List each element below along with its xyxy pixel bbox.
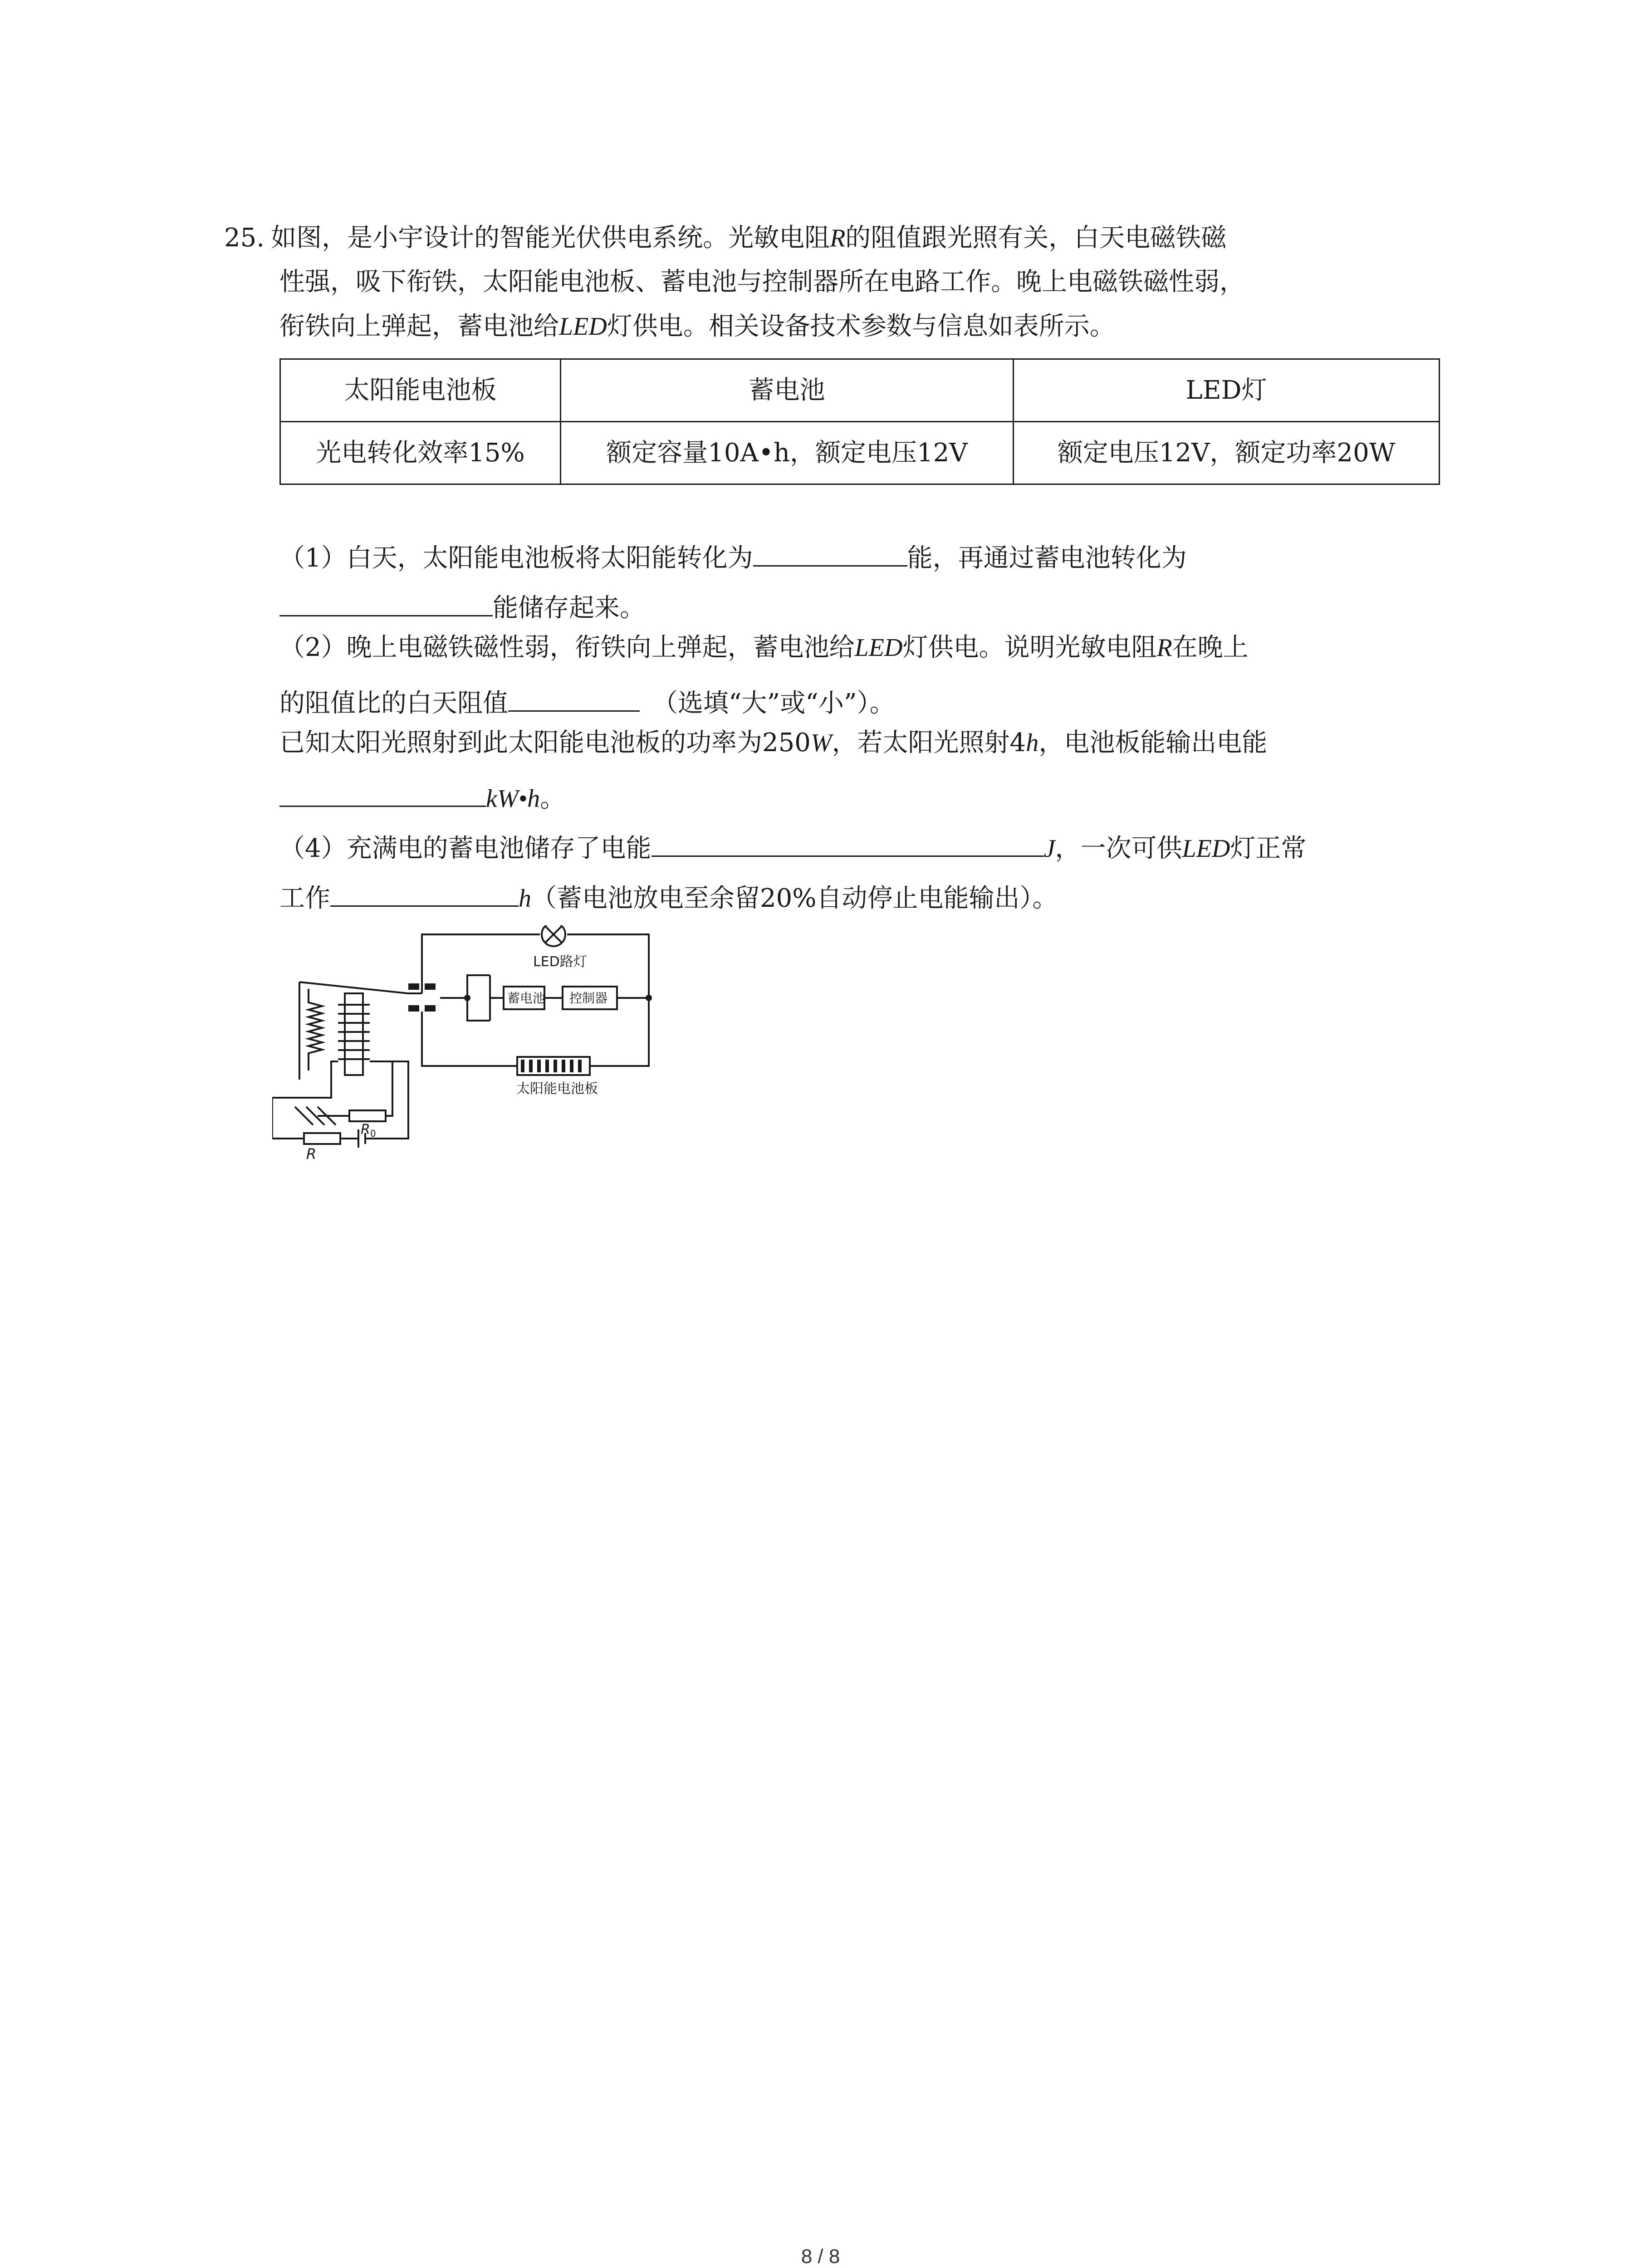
part-1-line-1: （1）白天，太阳能电池板将太阳能转化为 能，再通过蓄电池转化为 [279,540,1187,571]
table-row [280,422,1440,484]
question-line-1: 25. 如图，是小宇设计的智能光伏供电系统。光敏电阻R的阻值跟光照有关，白天电磁铁磁 [224,223,1227,253]
part-1-line-2: 能储存起来。 [279,590,645,621]
wire [365,1061,408,1139]
table-cell-battery: 额定容量10A•h，额定电压12V [561,422,1014,484]
contact-upper [408,983,419,990]
table-header-led: LED灯 [1014,359,1440,422]
battery-label: 蓄电池 [507,991,546,1006]
solar-panel-label: 太阳能电池板 [516,1081,598,1097]
junction-dot [464,995,470,1001]
table-header-battery: 蓄电池 [561,359,1014,422]
wire [440,975,490,998]
photoresistor [304,1133,340,1144]
solar-cells [521,1060,582,1072]
r-label: R [306,1145,317,1161]
coil [338,1005,370,1059]
wire [370,1061,392,1116]
part-4-line-1: （4）充满电的蓄电池储存了电能 J，一次可供LED灯正常 [279,830,1306,861]
table-header-solar: 太阳能电池板 [280,359,561,422]
part-3-line-2: kW•h。 [279,780,565,811]
answer-blank-5[interactable] [652,830,1044,857]
led-lamp-icon [542,925,565,946]
r0-label: $R_0$ [361,1122,376,1139]
armature [299,982,408,993]
controller-label: 控制器 [569,991,608,1006]
wire [272,1061,338,1139]
question-line-2: 性强，吸下衔铁，太阳能电池板、蓄电池与控制器所在电路工作。晚上电磁铁磁性弱， [279,267,1245,297]
answer-blank-6[interactable] [330,880,519,907]
table-cell-solar: 光电转化效率15% [280,422,561,484]
wire [422,934,540,993]
led-lamp-label: LED路灯 [533,954,587,970]
r0-resistor [349,1110,386,1121]
circuit-diagram [272,925,671,1161]
part-2-line-1: （2）晚上电磁铁磁性弱，衔铁向上弹起，蓄电池给LED灯供电。说明光敏电阻R在晚上 [279,633,1249,662]
spec-table [279,358,1440,485]
part-3-line-1: 已知太阳光照射到此太阳能电池板的功率为250W，若太阳光照射4h，电池板能输出电能 [279,728,1268,758]
question-line-3: 衔铁向上弹起，蓄电池给LED灯供电。相关设备技术参数与信息如表所示。 [279,312,1115,341]
spring [309,989,322,1070]
answer-blank-4[interactable] [279,780,486,807]
part-4-line-2: 工作 h（蓄电池放电至余留20%自动停止电能输出）。 [279,880,1058,911]
contact-lower [408,1005,419,1012]
wire [467,998,490,1021]
question-number: 25. [224,223,265,253]
contact-lower [425,1005,436,1012]
contact-upper [425,983,436,990]
table-cell-led: 额定电压12V，额定功率20W [1014,422,1440,484]
page-number: 8 / 8 [801,2245,840,2268]
junction-dot [646,995,652,1001]
part-2-line-2: 的阻值比的白天阻值 （选填“大”或“小”）。 [279,685,895,716]
answer-blank-2[interactable] [279,590,493,616]
table-row [280,359,1440,422]
answer-blank-3[interactable] [508,685,640,712]
answer-blank-1[interactable] [753,540,907,567]
